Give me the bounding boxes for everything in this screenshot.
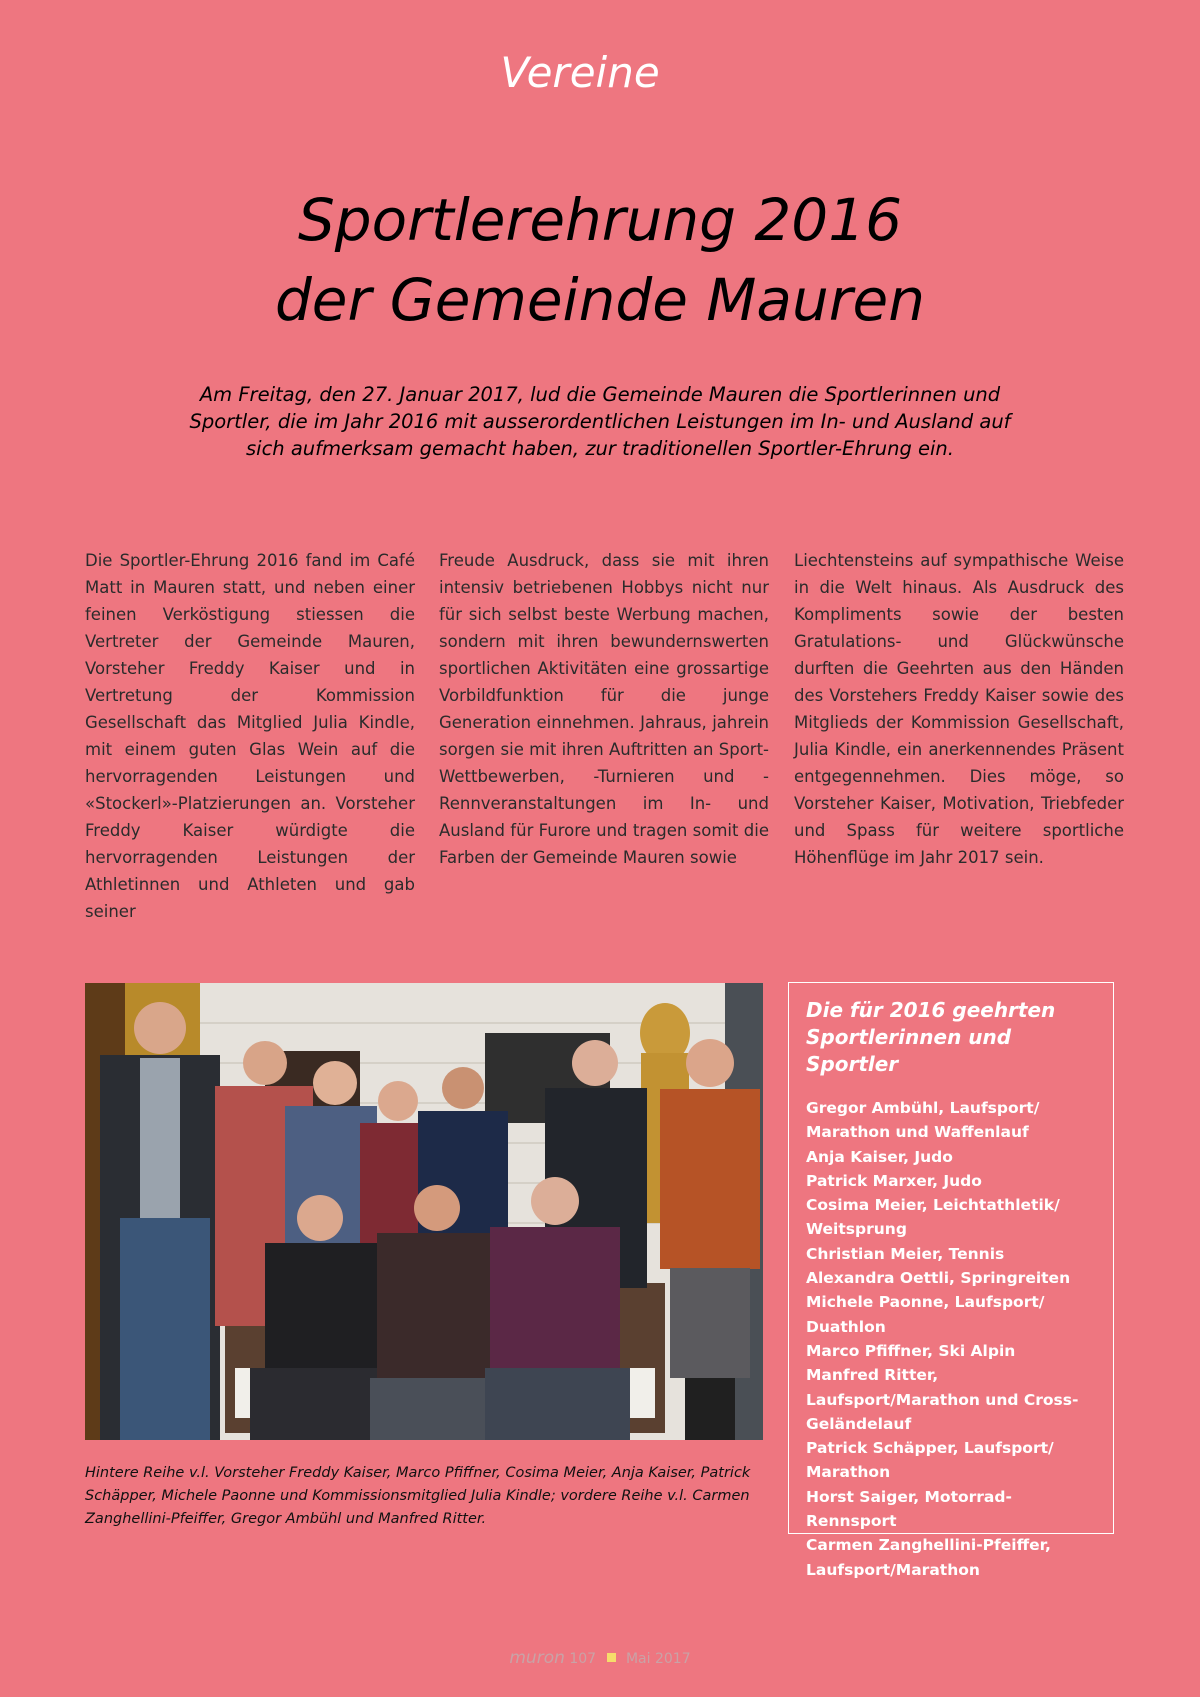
honorees-title: Die für 2016 geehrten Sportlerinnen und Sportler [806, 998, 1056, 1076]
honoree-entry: Patrick Marxer, Judo [806, 1171, 982, 1190]
footer-brand: muron [509, 1648, 565, 1668]
photo-caption: Hintere Reihe v.l. Vorsteher Freddy Kaiser, Marco Pfiffner, Cosima Meier, Anja Kaiser, Patrick Schäpper, Michele Paonne und Kommissionsmitglied Julia Kindle; vordere Reihe v.l. Carmen Zanghellini-Pfeiffer, Gregor Ambühl und Manfred Ritter. [85, 1465, 751, 1527]
body-column-1: Die Sportler-Ehrung 2016 fand im Café Matt in Mauren statt, und neben einer feinen Verköstigung stiessen die Vertreter der Gemeinde Mauren, Vorsteher Freddy Kaiser und in Vertretung der Kommission Gesellschaft das Mitglied Julia Kindle, mit einem guten Glas Wein auf die hervorragenden Leistungen und «Stockerl»-Platzierungen an. Vorsteher Freddy Kaiser würdigte die hervorragenden Leistungen der Athletinnen und Athleten und gab seiner [85, 551, 415, 921]
group-photo-illustration [85, 983, 763, 1440]
honorees-list [806, 1096, 1097, 1582]
article-title-line-1: Sportlerehrung 2016 [297, 186, 902, 254]
honorees-box [788, 982, 1114, 1579]
honoree-entry: Cosima Meier, Leichtathletik/ Weitsprung [806, 1196, 1060, 1239]
article-lead: Am Freitag, den 27. Januar 2017, lud die Gemeinde Mauren die Sportlerinnen und Sportler, die im Jahr 2016 mit ausserordentlichen Leistungen im In- und Ausland auf sich aufmerksam gemacht haben, zur traditionellen Sportler-Ehrung ein. [189, 383, 1011, 460]
honoree-entry: Gregor Ambühl, Laufsport/ Marathon und Waffenlauf [806, 1099, 1040, 1142]
footer-square-icon [607, 1653, 616, 1662]
page-footer [0, 1648, 1200, 1668]
honoree-entry: Patrick Schäpper, Laufsport/ Marathon [806, 1439, 1054, 1482]
body-column-2: Freude Ausdruck, dass sie mit ihren intensiv betriebenen Hobbys nicht nur für sich selbst beste Werbung machen, sondern mit ihren bewundernswerten sportlichen Aktivitäten eine grossartige Vorbildfunktion für die junge Generation einnehmen. Jahraus, jahrein sorgen sie mit ihren Auftritten an Sport-Wettbewerben, -Turnieren und -Rennveranstaltungen im In- und Ausland für Furore und tragen somit die Farben der Gemeinde Mauren sowie [439, 551, 769, 867]
article-title [0, 180, 1200, 340]
honoree-entry: Alexandra Oettli, Springreiten [806, 1269, 1071, 1288]
honoree-entry: Marco Pfiffner, Ski Alpin [806, 1341, 1016, 1360]
footer-issue-number: 107 [569, 1651, 597, 1667]
section-label: Vereine [500, 48, 660, 97]
honoree-entry: Manfred Ritter, Laufsport/Marathon und Cross-Geländelauf [806, 1366, 1079, 1433]
honoree-entry: Horst Saiger, Motorrad-Rennsport [806, 1487, 1012, 1531]
footer-date: Mai 2017 [625, 1651, 691, 1667]
honoree-entry: Michele Paonne, Laufsport/ Duathlon [806, 1293, 1045, 1336]
article-title-line-2: der Gemeinde Mauren [274, 266, 926, 334]
honoree-entry: Christian Meier, Tennis [806, 1244, 1005, 1263]
body-column-3: Liechtensteins auf sympathische Weise in die Welt hinaus. Als Ausdruck des Kompliments sowie der besten Gratulations- und Glückwünsche durften die Geehrten aus den Händen des Vorstehers Freddy Kaiser sowie des Mitglieds der Kommission Gesellschaft, Julia Kindle, ein anerkennendes Präsent entgegennehmen. Dies möge, so Vorsteher Kaiser, Motivation, Triebfeder und Spass für weitere sportliche Höhenflüge im Jahr 2017 sein. [794, 551, 1124, 867]
honoree-entry: Carmen Zanghellini-Pfeiffer, Laufsport/Marathon [806, 1536, 1051, 1579]
group-photo [85, 983, 763, 1440]
honoree-entry: Anja Kaiser, Judo [806, 1147, 953, 1166]
